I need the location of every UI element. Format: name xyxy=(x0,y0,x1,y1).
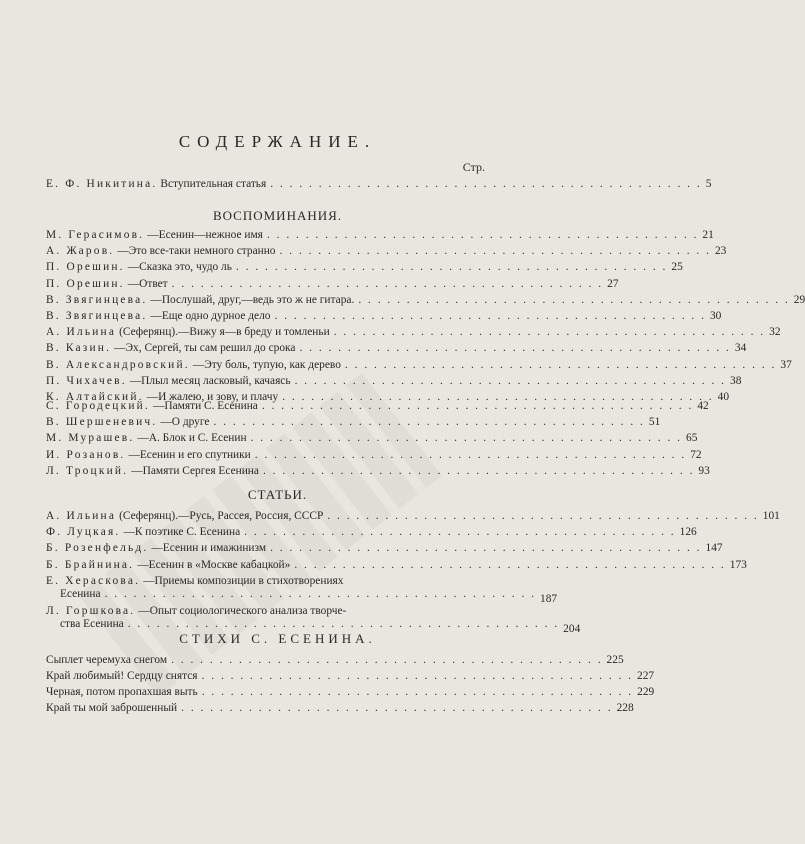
dot-leader xyxy=(263,465,694,477)
dot-leader xyxy=(294,559,725,571)
entry-page: 126 xyxy=(679,526,697,539)
entry-page: 51 xyxy=(648,416,661,429)
entry-title: —Эту боль, тупую, как дерево xyxy=(192,358,341,371)
entry-title: —Ответ xyxy=(127,277,168,290)
toc-entry xyxy=(46,542,723,557)
toc-entry xyxy=(46,310,722,325)
page-column-header: Стр. xyxy=(462,160,485,174)
entry-author: Б. Брайнина. xyxy=(46,558,135,571)
toc-entry xyxy=(46,702,634,717)
entry-title: —О друге xyxy=(160,416,210,429)
toc-entry-intro xyxy=(46,178,712,193)
entry-page: 5 xyxy=(705,178,712,190)
dot-leader xyxy=(128,618,559,630)
entry-title: —Есенин и имажинизм xyxy=(151,542,267,555)
entry-title: —Это все-таки немного странно xyxy=(117,245,276,258)
entry-author: М. Герасимов. xyxy=(46,229,145,241)
dot-leader xyxy=(105,588,536,600)
entry-author: В. Звягинцева. xyxy=(46,310,148,322)
entry-title: —Послушай, друг,—ведь это ж не гитара. xyxy=(150,293,355,306)
entry-title: Сыплет черемуха снегом xyxy=(46,654,168,666)
entry-author: П. Орешин. xyxy=(46,261,125,274)
entry-page: 173 xyxy=(729,558,747,571)
dot-leader xyxy=(299,342,730,354)
dot-leader xyxy=(270,178,701,190)
toc-entry xyxy=(46,654,624,669)
entry-author: В. Александровский. xyxy=(46,358,190,371)
entry-page: 34 xyxy=(734,342,747,355)
entry-page: 229 xyxy=(637,686,655,698)
entry-author: И. Розанов. xyxy=(46,448,126,461)
entry-page: 38 xyxy=(730,374,742,387)
toc-title: СОДЕРЖАНИЕ. xyxy=(178,132,377,151)
toc-entry xyxy=(46,510,780,525)
entry-author: В. Шершеневич. xyxy=(46,416,158,429)
entry-page: 65 xyxy=(686,432,698,445)
dot-leader xyxy=(275,310,706,322)
entry-page: 147 xyxy=(705,542,723,555)
toc-entry xyxy=(46,526,697,541)
entry-title: Край любимый! Сердцу снятся xyxy=(46,670,198,682)
toc-entry xyxy=(46,416,661,431)
toc-entry xyxy=(46,245,727,260)
toc-entry xyxy=(46,293,805,309)
toc-entry xyxy=(46,558,747,574)
dot-leader xyxy=(236,261,667,273)
dot-leader xyxy=(251,432,682,444)
dot-leader xyxy=(255,449,686,461)
toc-entry xyxy=(46,432,698,447)
toc-entry xyxy=(46,400,709,415)
entry-title: —Памяти Сергея Есенина xyxy=(131,464,259,477)
entry-page: 21 xyxy=(702,229,714,241)
entry-title: —К поэтике С. Есенина xyxy=(123,526,241,539)
entry-title: —А. Блок и С. Есенин xyxy=(137,432,247,445)
entry-author: А. Ильина xyxy=(46,326,117,339)
entry-title: —Есенин—нежное имя xyxy=(147,229,263,241)
entry-title: —Приемы композиции в стихотворениях xyxy=(143,575,344,587)
entry-page: 25 xyxy=(671,261,683,274)
entry-title: (Сеферянц).—Вижу я—в бреду и томленьи xyxy=(119,326,330,339)
entry-title: —Эх, Сергей, ты сам решил до срока xyxy=(114,342,296,355)
entry-page: 27 xyxy=(607,277,619,290)
entry-author: А. Ильина xyxy=(46,510,117,522)
toc-entry xyxy=(46,575,558,605)
entry-page: 228 xyxy=(616,702,634,714)
toc-entry xyxy=(46,342,747,357)
dot-leader xyxy=(202,686,633,698)
entry-page: 204 xyxy=(563,623,581,635)
entry-author: М. Мурашев. xyxy=(46,432,135,445)
entry-page: 23 xyxy=(714,245,727,258)
entry-author: Ф. Луцкая. xyxy=(46,526,121,539)
dot-leader xyxy=(334,326,765,338)
entry-author: Л. Горшкова. xyxy=(46,605,136,617)
entry-page: 30 xyxy=(709,310,722,322)
entry-page: 32 xyxy=(769,326,781,339)
entry-author: П. Орешин. xyxy=(46,277,125,290)
dot-leader xyxy=(262,400,693,412)
entry-title: —Есенин и его спутники xyxy=(128,448,251,461)
toc-entry xyxy=(46,448,702,464)
dot-leader xyxy=(181,702,612,714)
section-heading-poems: СТИХИ С. ЕСЕНИНА. xyxy=(179,631,376,646)
entry-title: Черная, потом пропахшая выть xyxy=(46,686,198,698)
entry-page: 225 xyxy=(606,654,624,666)
entry-page: 29 xyxy=(793,293,805,306)
section-heading-memoirs: ВОСПОМИНАНИЯ. xyxy=(212,208,343,223)
entry-title: —Памяти С. Есенина xyxy=(152,400,258,412)
entry-title: —Опыт социологического анализа творче- xyxy=(138,605,347,617)
entry-author: К. Алтайский. xyxy=(46,391,144,403)
entry-title: —Сказка это, чудо ль xyxy=(127,261,232,274)
dot-leader xyxy=(171,654,602,666)
dot-leader xyxy=(172,278,603,290)
dot-leader xyxy=(280,245,711,257)
entry-page: 93 xyxy=(698,464,710,477)
entry-title: —Есенин в «Москве кабацкой» xyxy=(137,558,291,571)
dot-leader xyxy=(270,542,701,554)
entry-author: С. Городецкий. xyxy=(46,400,150,412)
toc-entry xyxy=(46,261,683,276)
dot-leader xyxy=(202,670,633,682)
dot-leader xyxy=(213,416,644,428)
toc-entry xyxy=(46,670,655,685)
entry-title: (Сеферянц).—Русь, Рассея, Россия, СССР xyxy=(119,510,324,522)
toc-entry xyxy=(46,358,792,374)
dot-leader xyxy=(267,229,698,241)
entry-title: Край ты мой заброшенный xyxy=(46,702,178,714)
toc-entry xyxy=(46,229,714,244)
entry-page: 227 xyxy=(637,670,655,682)
entry-title-continued: ства Есенина xyxy=(60,618,124,630)
entry-author: П. Чихачев. xyxy=(46,374,127,387)
entry-author: Е. Ф. Никитина. xyxy=(46,178,158,190)
toc-entry xyxy=(46,326,781,341)
entry-author: А. Жаров. xyxy=(46,245,115,258)
entry-title: Вступительная статья xyxy=(160,178,267,190)
toc-entry xyxy=(46,464,710,480)
dot-leader xyxy=(358,294,789,306)
toc-entry xyxy=(46,686,655,701)
entry-page: 37 xyxy=(780,358,792,371)
entry-author: В. Казин. xyxy=(46,342,112,355)
entry-page: 40 xyxy=(717,391,730,403)
dot-leader xyxy=(327,510,758,522)
entry-page: 187 xyxy=(540,593,558,605)
entry-author: Б. Розенфельд. xyxy=(46,542,149,555)
entry-author: Л. Троцкий. xyxy=(46,464,129,477)
entry-title-continued: Есенина xyxy=(60,588,101,600)
dot-leader xyxy=(244,526,675,538)
dot-leader xyxy=(345,359,776,371)
dot-leader xyxy=(295,375,726,387)
entry-author: Е. Хераскова. xyxy=(46,575,141,587)
toc-entry xyxy=(46,374,742,390)
entry-title: —Плыл месяц ласковый, качаясь xyxy=(129,374,291,387)
entry-page: 101 xyxy=(762,510,780,522)
toc-entry xyxy=(46,277,619,293)
entry-page: 42 xyxy=(697,400,709,412)
entry-title: —И жалею, и зову, и плачу xyxy=(146,391,279,403)
entry-author: В. Звягинцева. xyxy=(46,293,148,306)
entry-page: 72 xyxy=(690,448,702,461)
section-heading-articles: СТАТЬИ. xyxy=(247,487,308,502)
entry-title: —Еще одно дурное дело xyxy=(150,310,271,322)
